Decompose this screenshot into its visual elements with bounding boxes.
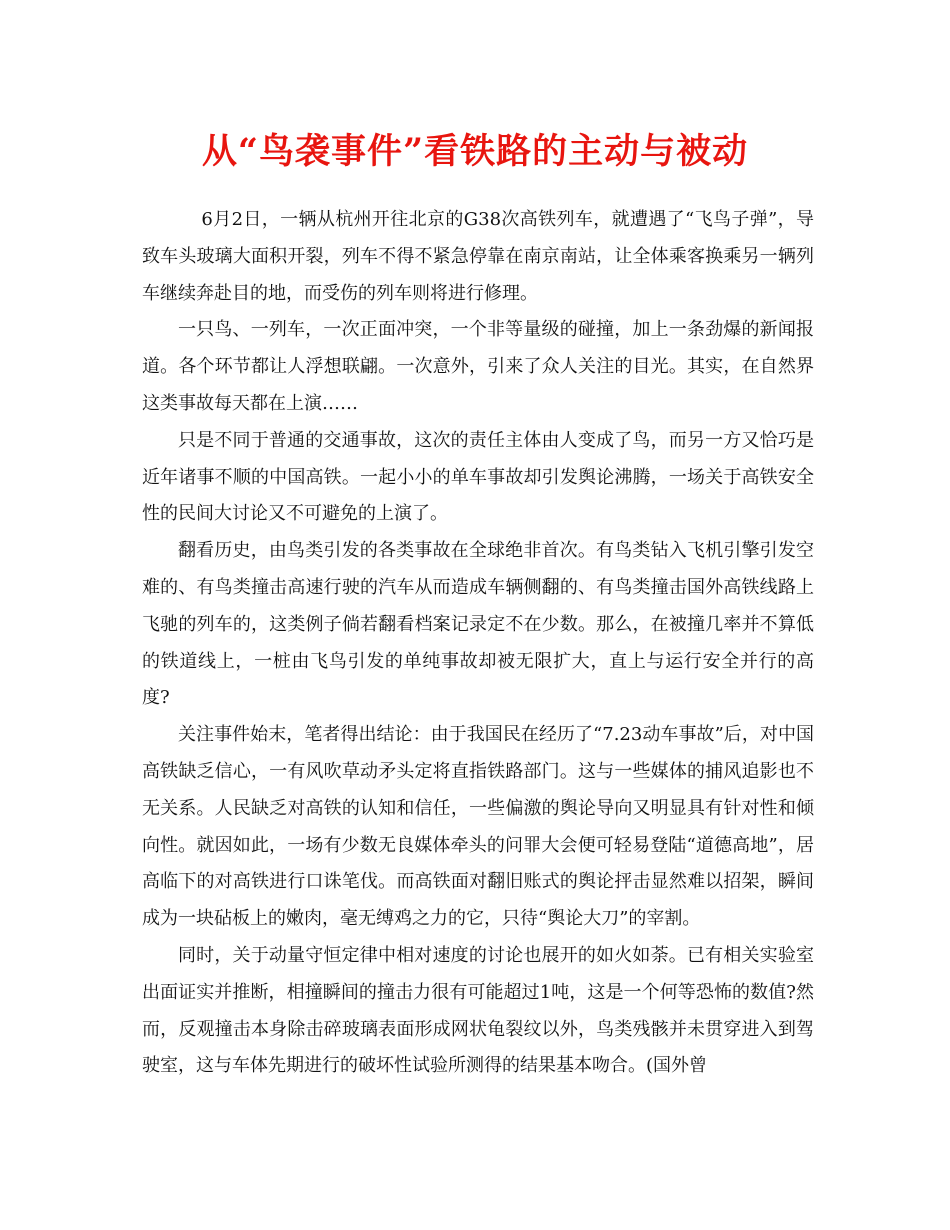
paragraph-2: 一只鸟、一列车，一次正面冲突，一个非等量级的碰撞，加上一条劲爆的新闻报道。各个环节都让人浮想联翩。一次意外，引来了众人关注的目光。其实，在自然界这类事故每天都在上演……: [142, 319, 814, 414]
paragraph-4: 翻看历史，由鸟类引发的各类事故在全球绝非首次。有鸟类钻入飞机引擎引发空难的、有鸟类撞击高速行驶的汽车从而造成车辆侧翻的、有鸟类撞击国外高铁线路上飞驰的列车的，这类例子倘若翻看档案记录定不在少数。那么，在被撞几率并不算低的铁道线上，一桩由飞鸟引发的单纯事故却被无限扩大，直上与运行安全并行的高度?: [142, 540, 814, 709]
paragraph-3: 只是不同于普通的交通事故，这次的责任主体由人变成了鸟，而另一方又恰巧是近年诸事不顺的中国高铁。一起小小的单车事故却引发舆论沸腾，一场关于高铁安全性的民间大讨论又不可避免的上演了。: [142, 429, 814, 525]
paragraph-5: 关注事件始末，笔者得出结论：由于我国民在经历了“7.23动车事故”后，对中国高铁缺乏信心，一有风吹草动矛头定将直指铁路部门。这与一些媒体的捕风追影也不无关系。人民缺乏对高铁的认知和信任，一些偏激的舆论导向又明显具有针对性和倾向性。就因如此，一场有少数无良媒体牵头的问罪大会便可轻易登陆“道德高地”，居高临下的对高铁进行口诛笔伐。而高铁面对翻旧账式的舆论抨击显然难以招架，瞬间成为一块砧板上的嫩肉，毫无缚鸡之力的它，只待“舆论大刀”的宰割。: [142, 724, 814, 930]
paragraph-6: 同时，关于动量守恒定律中相对速度的讨论也展开的如火如荼。已有相关实验室出面证实并推断，相撞瞬间的撞击力很有可能超过1吨，这是一个何等恐怖的数值?然而，反观撞击本身除击碎玻璃表面形成网状龟裂纹以外，鸟类残骸并未贯穿进入到驾驶室，这与车体先期进行的破坏性试验所测得的结果基本吻合。(国外曾: [142, 944, 814, 1077]
paragraph-1: 6月2日，一辆从杭州开往北京的G38次高铁列车，就遭遇了“飞鸟子弹”，导致车头玻璃大面积开裂，列车不得不紧急停靠在南京南站，让全体乘客换乘另一辆列车继续奔赴目的地，而受伤的列车则将进行修理。: [142, 209, 814, 304]
document-title: 从“鸟袭事件”看铁路的主动与被动: [201, 131, 749, 172]
document-body: [142, 202, 814, 1085]
